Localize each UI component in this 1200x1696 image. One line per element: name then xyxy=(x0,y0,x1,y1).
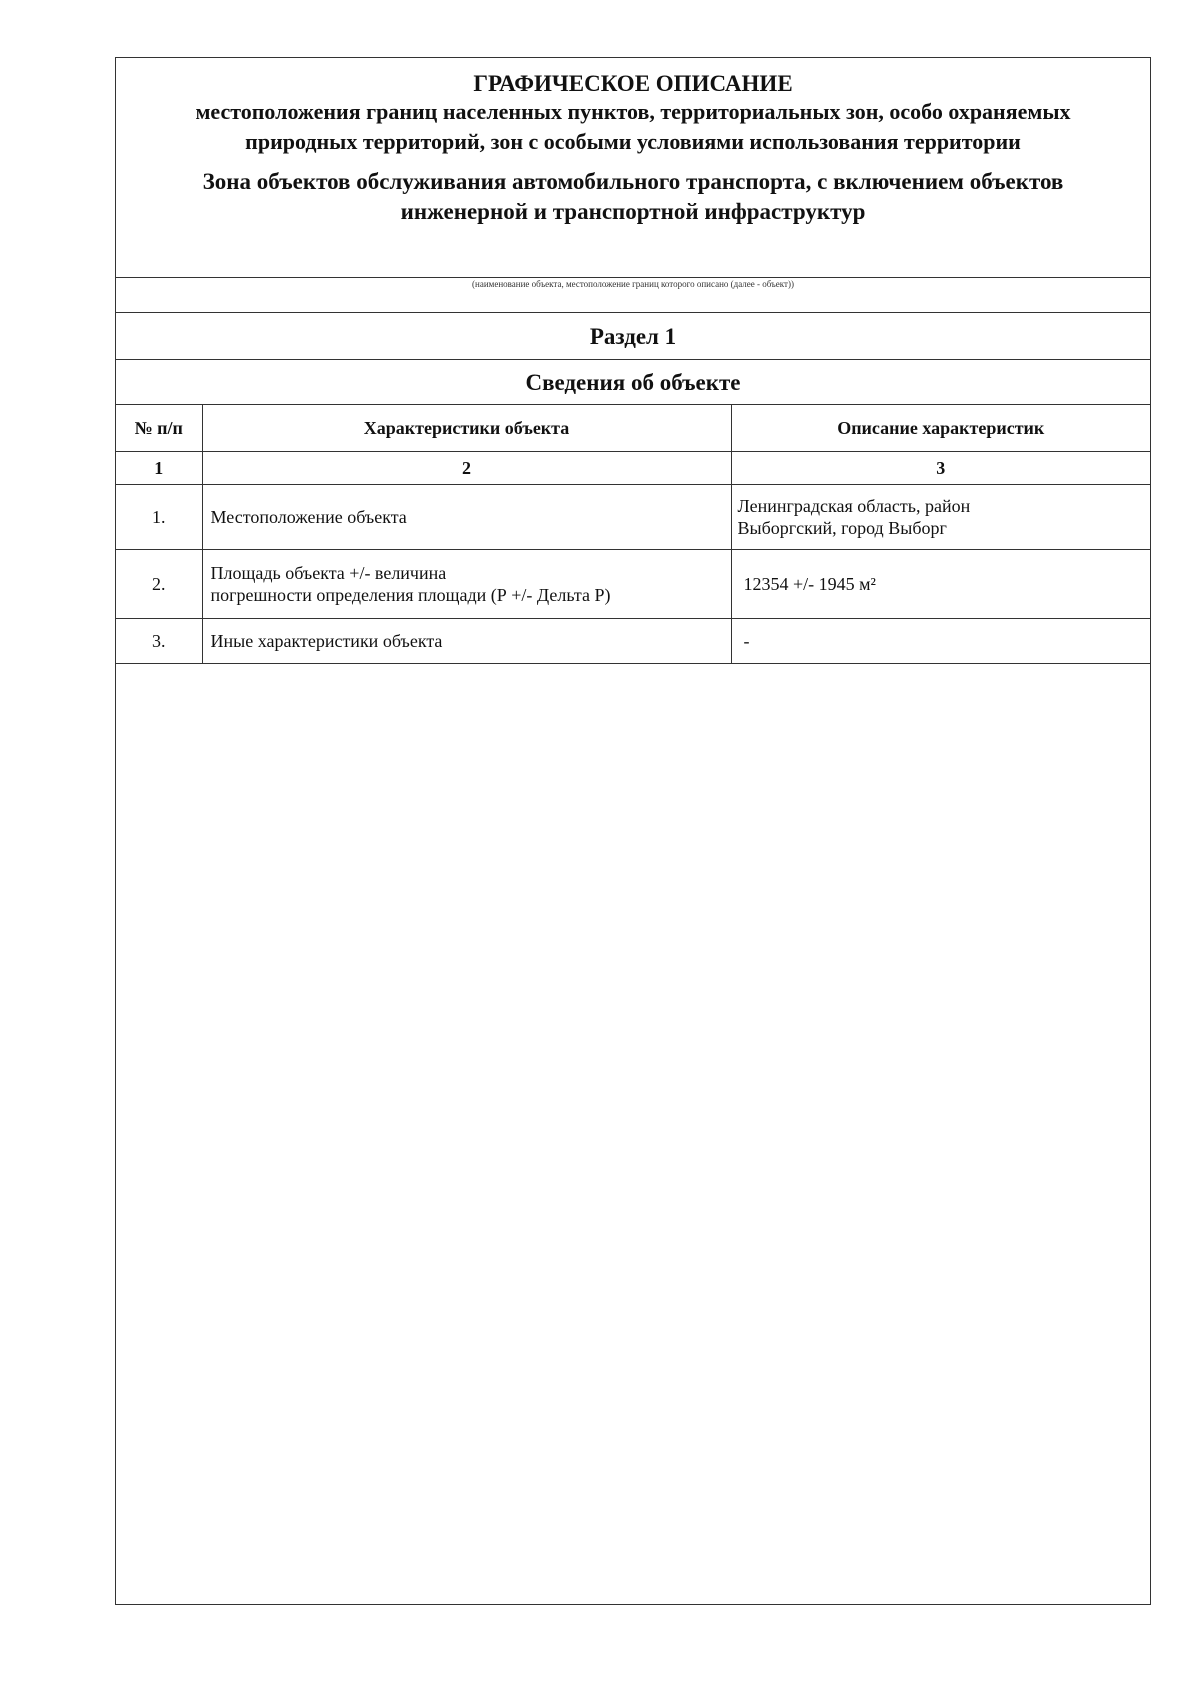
row-description: 12354 +/- 1945 м² xyxy=(731,550,1150,619)
row-number: 2. xyxy=(116,550,202,619)
table-row xyxy=(116,619,1150,664)
column-header-number: № п/п xyxy=(116,405,202,452)
table-row xyxy=(116,550,1150,619)
row-description: Ленинградская область, район Выборгский, город Выборг xyxy=(731,485,1150,550)
row-number: 3. xyxy=(116,619,202,664)
row-characteristic: Местоположение объекта xyxy=(202,485,731,550)
object-name-caption: (наименование объекта, местоположение границ которого описано (далее - объект)) xyxy=(116,278,1150,313)
object-info-table xyxy=(116,405,1150,664)
column-header-description: Описание характеристик xyxy=(731,405,1150,452)
section-subtitle: Сведения об объекте xyxy=(116,360,1150,405)
section-title: Раздел 1 xyxy=(116,313,1150,360)
column-number: 2 xyxy=(202,452,731,485)
object-name: Зона объектов обслуживания автомобильного транспорта, с включением объектов инженерной и транспортной инфраструктур xyxy=(202,169,1064,224)
table-column-numbers-row xyxy=(116,452,1150,485)
document-frame xyxy=(115,57,1151,1605)
document-subtitle: местоположения границ населенных пунктов, территориальных зон, особо охраняемых природных территорий, зон с особыми условиями использования территории xyxy=(195,99,1071,154)
row-number: 1. xyxy=(116,485,202,550)
row-description: - xyxy=(731,619,1150,664)
row-characteristic: Иные характеристики объекта xyxy=(202,619,731,664)
table-header-row xyxy=(116,405,1150,452)
column-number: 1 xyxy=(116,452,202,485)
column-number: 3 xyxy=(731,452,1150,485)
row-characteristic: Площадь объекта +/- величина погрешности определения площади (Р +/- Дельта Р) xyxy=(202,550,731,619)
column-header-characteristic: Характеристики объекта xyxy=(202,405,731,452)
table-row xyxy=(116,485,1150,550)
document-header xyxy=(116,58,1150,278)
document-title: ГРАФИЧЕСКОЕ ОПИСАНИЕ xyxy=(473,71,793,96)
